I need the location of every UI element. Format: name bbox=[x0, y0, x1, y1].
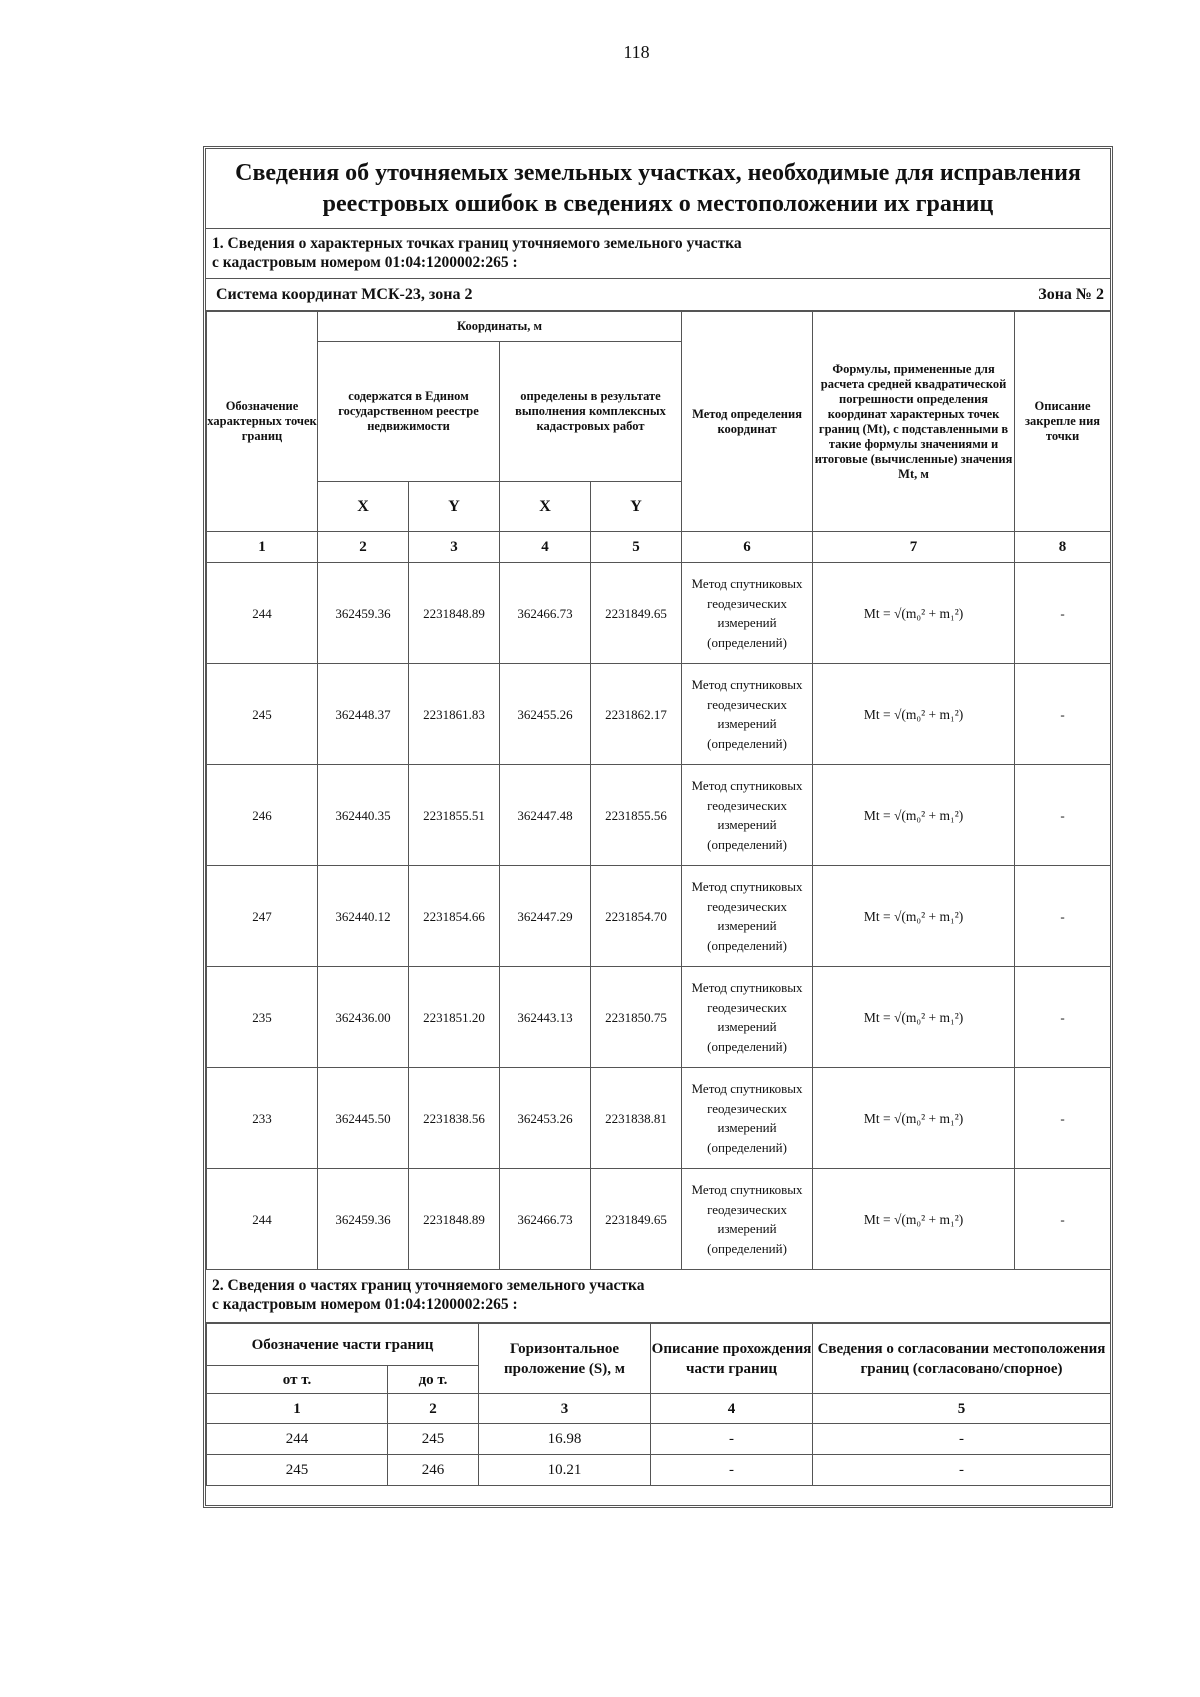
point-id: 233 bbox=[207, 1068, 318, 1169]
column-number: 5 bbox=[591, 532, 682, 563]
agreement-status: - bbox=[813, 1424, 1111, 1455]
method-cell: Метод спутниковых геодезических измерений (определений) bbox=[682, 967, 813, 1068]
method-cell: Метод спутниковых геодезических измерений (определений) bbox=[682, 563, 813, 664]
method-cell: Метод спутниковых геодезических измерений (определений) bbox=[682, 765, 813, 866]
header-formulas: Формулы, примененные для расчета средней квадратической погрешности определения координат характерных точек границ (Mt), с подставленными в такие формулы значениями и итоговые (вычисленные) значения Mt, м bbox=[813, 312, 1015, 532]
zone-label: Зона № 2 bbox=[1038, 285, 1104, 303]
y-determined: 2231855.56 bbox=[591, 765, 682, 866]
horizontal-length: 10.21 bbox=[479, 1455, 651, 1486]
section-1-heading bbox=[206, 229, 1110, 279]
section-2-line-1: 2. Сведения о частях границ уточняемого земельного участка bbox=[212, 1277, 645, 1294]
table-row bbox=[207, 1455, 1111, 1486]
y-determined: 2231849.65 bbox=[591, 1169, 682, 1270]
header-y-registry: Y bbox=[409, 482, 500, 532]
column-number: 3 bbox=[409, 532, 500, 563]
section-1-line-2: с кадастровым номером 01:04:1200002:265 : bbox=[212, 254, 518, 271]
header-part-designation: Обозначение части границ bbox=[207, 1324, 479, 1366]
table-row bbox=[207, 967, 1111, 1068]
table-row bbox=[207, 664, 1111, 765]
column-number: 7 bbox=[813, 532, 1015, 563]
formula-cell: Mt = √(m₀² + m₁²) bbox=[813, 563, 1015, 664]
point-id: 246 bbox=[207, 765, 318, 866]
method-cell: Метод спутниковых геодезических измерений (определений) bbox=[682, 664, 813, 765]
header-determined: определены в результате выполнения комплексных кадастровых работ bbox=[500, 342, 682, 482]
column-number: 6 bbox=[682, 532, 813, 563]
x-determined: 362466.73 bbox=[500, 563, 591, 664]
y-registry: 2231861.83 bbox=[409, 664, 500, 765]
y-determined: 2231850.75 bbox=[591, 967, 682, 1068]
column-number: 1 bbox=[207, 532, 318, 563]
column-number: 8 bbox=[1015, 532, 1111, 563]
point-id: 247 bbox=[207, 866, 318, 967]
y-registry: 2231838.56 bbox=[409, 1068, 500, 1169]
formula-cell: Mt = √(m₀² + m₁²) bbox=[813, 866, 1015, 967]
table-row bbox=[207, 1068, 1111, 1169]
column-number: 2 bbox=[388, 1394, 479, 1424]
y-determined: 2231854.70 bbox=[591, 866, 682, 967]
x-determined: 362453.26 bbox=[500, 1068, 591, 1169]
fixing-cell: - bbox=[1015, 765, 1111, 866]
y-registry: 2231854.66 bbox=[409, 866, 500, 967]
header-y-determined: Y bbox=[591, 482, 682, 532]
formula-cell: Mt = √(m₀² + m₁²) bbox=[813, 765, 1015, 866]
parts-table bbox=[206, 1323, 1111, 1486]
part-description: - bbox=[651, 1424, 813, 1455]
header-coordinates: Координаты, м bbox=[318, 312, 682, 342]
x-determined: 362443.13 bbox=[500, 967, 591, 1068]
header-horizontal: Горизонтальное проложение (S), м bbox=[479, 1324, 651, 1394]
column-number: 5 bbox=[813, 1394, 1111, 1424]
formula-cell: Mt = √(m₀² + m₁²) bbox=[813, 664, 1015, 765]
header-to: до т. bbox=[388, 1366, 479, 1394]
x-registry: 362440.12 bbox=[318, 866, 409, 967]
coordinate-system-label: Система координат МСК-23, зона 2 bbox=[216, 285, 473, 303]
column-number: 2 bbox=[318, 532, 409, 563]
point-id: 244 bbox=[207, 1169, 318, 1270]
section-2-line-2: с кадастровым номером 01:04:1200002:265 : bbox=[212, 1296, 518, 1313]
header-contained: содержатся в Едином государственном реестре недвижимости bbox=[318, 342, 500, 482]
y-determined: 2231838.81 bbox=[591, 1068, 682, 1169]
x-determined: 362455.26 bbox=[500, 664, 591, 765]
header-from: от т. bbox=[207, 1366, 388, 1394]
method-cell: Метод спутниковых геодезических измерений (определений) bbox=[682, 1068, 813, 1169]
x-registry: 362436.00 bbox=[318, 967, 409, 1068]
document-title bbox=[206, 149, 1110, 229]
fixing-cell: - bbox=[1015, 563, 1111, 664]
point-id: 235 bbox=[207, 967, 318, 1068]
method-cell: Метод спутниковых геодезических измерений (определений) bbox=[682, 866, 813, 967]
x-determined: 362447.29 bbox=[500, 866, 591, 967]
point-id: 244 bbox=[207, 563, 318, 664]
x-registry: 362448.37 bbox=[318, 664, 409, 765]
header-fixing: Описание закрепле ния точки bbox=[1015, 312, 1111, 532]
x-registry: 362440.35 bbox=[318, 765, 409, 866]
to-point: 245 bbox=[388, 1424, 479, 1455]
part-description: - bbox=[651, 1455, 813, 1486]
header-x-registry: X bbox=[318, 482, 409, 532]
fixing-cell: - bbox=[1015, 1068, 1111, 1169]
table-row bbox=[207, 1169, 1111, 1270]
x-registry: 362445.50 bbox=[318, 1068, 409, 1169]
title-line-1: Сведения об уточняемых земельных участках, необходимые для исправления bbox=[235, 159, 1081, 186]
x-registry: 362459.36 bbox=[318, 1169, 409, 1270]
column-number: 4 bbox=[500, 532, 591, 563]
x-determined: 362447.48 bbox=[500, 765, 591, 866]
points-table bbox=[206, 311, 1111, 1270]
section-1-line-1: 1. Сведения о характерных точках границ уточняемого земельного участка bbox=[212, 235, 742, 252]
formula-cell: Mt = √(m₀² + m₁²) bbox=[813, 1169, 1015, 1270]
y-registry: 2231851.20 bbox=[409, 967, 500, 1068]
y-determined: 2231849.65 bbox=[591, 563, 682, 664]
header-designation: Обозначение характерных точек границ bbox=[207, 312, 318, 532]
table-row bbox=[207, 866, 1111, 967]
formula-cell: Mt = √(m₀² + m₁²) bbox=[813, 967, 1015, 1068]
fixing-cell: - bbox=[1015, 967, 1111, 1068]
x-registry: 362459.36 bbox=[318, 563, 409, 664]
method-cell: Метод спутниковых геодезических измерений (определений) bbox=[682, 1169, 813, 1270]
fixing-cell: - bbox=[1015, 866, 1111, 967]
column-number: 1 bbox=[207, 1394, 388, 1424]
title-line-2: реестровых ошибок в сведениях о местоположении их границ bbox=[322, 190, 994, 217]
x-determined: 362466.73 bbox=[500, 1169, 591, 1270]
to-point: 246 bbox=[388, 1455, 479, 1486]
point-id: 245 bbox=[207, 664, 318, 765]
y-registry: 2231848.89 bbox=[409, 563, 500, 664]
table-row bbox=[207, 765, 1111, 866]
header-agreement: Сведения о согласовании местоположения границ (согласовано/спорное) bbox=[813, 1324, 1111, 1394]
fixing-cell: - bbox=[1015, 664, 1111, 765]
from-point: 245 bbox=[207, 1455, 388, 1486]
from-point: 244 bbox=[207, 1424, 388, 1455]
table-row bbox=[207, 1424, 1111, 1455]
column-number: 4 bbox=[651, 1394, 813, 1424]
y-determined: 2231862.17 bbox=[591, 664, 682, 765]
header-description: Описание прохождения части границ bbox=[651, 1324, 813, 1394]
agreement-status: - bbox=[813, 1455, 1111, 1486]
header-x-determined: X bbox=[500, 482, 591, 532]
section-2-heading bbox=[206, 1271, 1110, 1323]
fixing-cell: - bbox=[1015, 1169, 1111, 1270]
column-number: 3 bbox=[479, 1394, 651, 1424]
coordinate-system-row bbox=[206, 279, 1110, 311]
y-registry: 2231848.89 bbox=[409, 1169, 500, 1270]
header-method: Метод определения координат bbox=[682, 312, 813, 532]
page-number: 118 bbox=[623, 42, 650, 62]
y-registry: 2231855.51 bbox=[409, 765, 500, 866]
table-row bbox=[207, 563, 1111, 664]
formula-cell: Mt = √(m₀² + m₁²) bbox=[813, 1068, 1015, 1169]
horizontal-length: 16.98 bbox=[479, 1424, 651, 1455]
